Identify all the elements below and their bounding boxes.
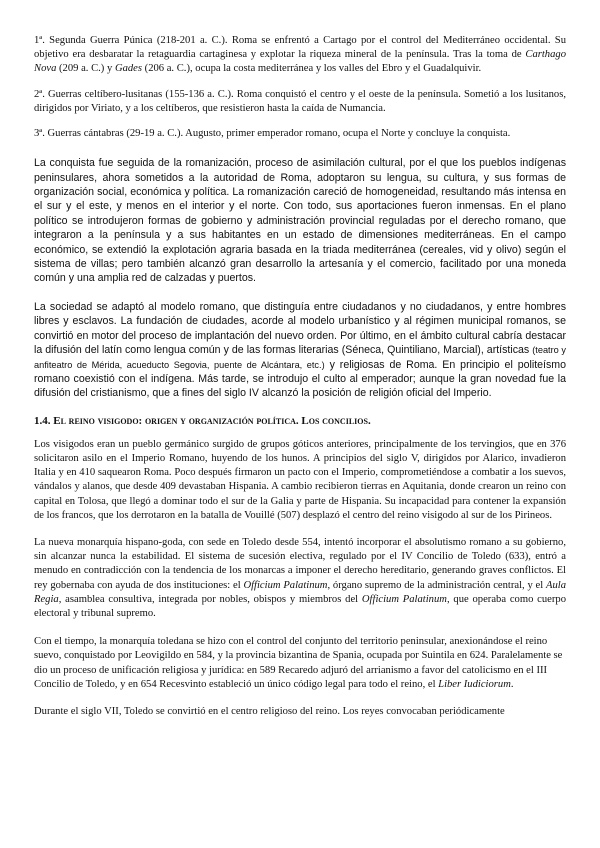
romanizacion-paragraph-1: La conquista fue seguida de la romanización, proceso de asimilación cultural, por el que los pueblos indígenas peninsulares, ahora sometidos a la autoridad de Roma, adoptaron su lengua, su cultura, y sus formas de organización social, económica y política. La romanización careció de homogeneidad, resultando más intensa en el sur y el este, y menos en el interior y el norte. Con todo, sus aportaciones fueron inmensas. En el plano político se introdujeron formas de gobierno y administración provincial reguladas por el derecho romano, que integraron a la península y a sus habitantes en un estado de dimensiones mediterráneas. En el campo económico, se extendió la explotación agraria basada en la triada mediterránea (cereales, vid y olivo) según el sistema de villas; pero también alcanzó gran desarrollo la artesanía y el comercio, facilitado por una moneda común y una amplia red de calzadas y puertos. [34, 157, 566, 285]
note-third-war: 3ª. Guerras cántabras (29-19 a. C.). Augusto, primer emperador romano, ocupa el Norte y concluye la conquista. [34, 128, 511, 140]
visigodos-paragraph-2: La nueva monarquía hispano-goda, con sede en Toledo desde 554, intentó incorporar el absolutismo romano a su gobierno, sin alcanzar nunca la estabilidad. El sistema de sucesión electiva, regulado por el IV Concilio de Toledo (633), entró a menudo en contradicción con la tendencia de los monarcas a imponer el derecho hereditario, generando graves conflictos. El rey gobernaba con ayuda de dos instituciones: el Officium Palatinum, órgano supremo de la administración central, y el Aula Regia, asamblea consultiva, integrada por nobles, obispos y miembros del Officium Palatinum, que operaba como cuerpo electoral y tribunal supremo. [34, 536, 567, 619]
section-number: 1.4. [34, 414, 51, 427]
carthago-nova-italic: Carthago Nova [34, 49, 566, 75]
gades-italic: Gades [114, 63, 143, 75]
note-second-war: 2ª. Guerras celtíbero-lusitanas (155-136 a. C.). Roma conquistó el centro y el oeste de la península. Sometió a los lusitanos, dirigidos por Viriato, y a los celtíberos, que resistieron hasta la caída de Numancia. [34, 88, 566, 114]
visigodos-paragraph-1: Los visigodos eran un pueblo germánico surgido de grupos góticos anteriores, principalmente de los tervingios, que en 376 solicitaron asilo en el Imperio Romano, huyendo de los hunos. A principios del siglo V, dirigidos por Alarico, invadieron Italia y en 410 saquearon Roma. Poco después firmaron un pacto con el Imperio, comprometiéndose a combatir a los suevos, vándalos y alanos, que desde 409 devastaban Hispania. A cambio recibieron tierras en Aquitania, donde crearon un reino con capital en Tolosa, que llegó a dominar todo el sur de la Galia y parte de Hispania. Su incapacidad para contener la expansión de los francos, que los derrotaron en la batalla de Vouillé (507) desplazó el centro del reino visigodo al sur de los Pirineos. [34, 438, 566, 521]
romanizacion-paragraph-2: La sociedad se adaptó al modelo romano, que distinguía entre ciudadanos y no ciudadanos, y entre hombres libres y esclavos. La fundación de ciudades, acorde al modelo urbanístico y al régimen municipal romanos, se convirtió en motor del proceso de implantación del nuevo orden. Por último, en el ámbito cultural cabría destacar la difusión del latín como lengua común y de las formas literarias (Séneca, Quintiliano, Marcial), artísticas (teatro y anfiteatro de Mérida, acueducto Segovia, puente de Alcántara, etc.) y religiosas de Roma. En principio el politeísmo romano coexistió con el indígena. Más tarde, se introdujo el culto al emperador; aunque la gran novedad fue la difusión del cristianismo, que a fines del siglo IV alcanzó la posición de religión oficial del Imperio. [34, 300, 567, 400]
artistic-examples: (teatro y anfiteatro de Mérida, acueducto Segovia, puente de Alcántara, etc.) [34, 345, 566, 370]
note-first-war: 1ª. Segunda Guerra Púnica (218-201 a. C.). Roma se enfrentó a Cartago por el control del Mediterráneo occidental. Su objetivo era desbaratar la retaguardia cartaginesa y explotar la riqueza mineral de la península. Tras la toma de Carthago Nova (209 a. C.) y Gades (206 a. C.), ocupa la costa mediterránea y los valles del Ebro y el Guadalquivir. [34, 35, 566, 75]
liber-iudiciorum-italic: Liber Iudiciorum [438, 678, 511, 690]
section-heading [34, 415, 566, 427]
section-title: El reino visigodo: origen y organización política. Los concilios. [53, 414, 371, 427]
visigodos-paragraph-3: Con el tiempo, la monarquía toledana se hizo con el control del conjunto del territorio peninsular, anexionándose el reino suevo, conquistado por Leovigildo en 584, y la provincia bizantina de Spania, ocupada por Suintila en 624. Paralelamente se dio un proceso de unificación religiosa y jurídica: en 589 Recaredo adjuró del arrianismo a favor del catolicismo en el III Concilio de Toledo, y en 654 Recesvinto estableció un único código legal para todo el reino, el Liber Iudiciorum. [34, 636, 563, 690]
visigodos-paragraph-4: Durante el siglo VII, Toledo se convirtió en el centro religioso del reino. Los reyes convocaban periódicamente [34, 705, 505, 717]
